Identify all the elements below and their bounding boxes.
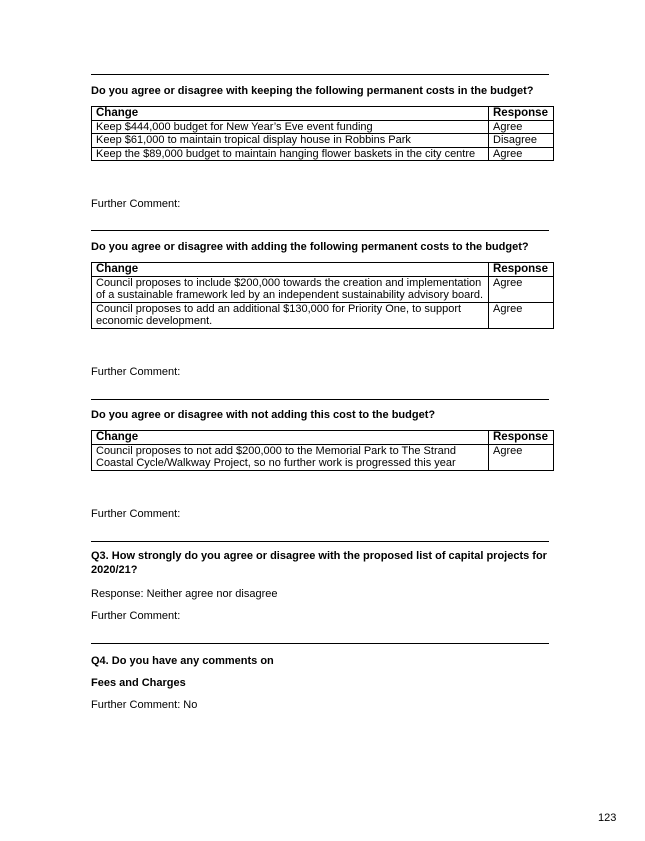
further-comment-label: Further Comment: No bbox=[91, 699, 198, 711]
column-header-change: Change bbox=[92, 107, 489, 121]
page-number: 123 bbox=[598, 812, 617, 824]
section-divider bbox=[91, 399, 549, 400]
table-header-row bbox=[92, 431, 554, 445]
change-cell: Keep the $89,000 budget to maintain hanging flower baskets in the city centre bbox=[92, 147, 489, 161]
column-header-change: Change bbox=[92, 431, 489, 445]
change-cell: Keep $444,000 budget for New Year’s Eve event funding bbox=[92, 120, 489, 134]
q4-heading: Q4. Do you have any comments on bbox=[91, 655, 274, 667]
table-row bbox=[92, 444, 554, 470]
response-cell: Agree bbox=[489, 120, 554, 134]
response-cell: Disagree bbox=[489, 134, 554, 148]
section-divider bbox=[91, 230, 549, 231]
table-row bbox=[92, 134, 554, 148]
q3-response: Response: Neither agree nor disagree bbox=[91, 588, 278, 600]
change-cell: Council proposes to add an additional $130,000 for Priority One, to support economic development. bbox=[92, 302, 489, 328]
column-header-response: Response bbox=[489, 107, 554, 121]
column-header-change: Change bbox=[92, 263, 489, 277]
response-cell: Agree bbox=[489, 276, 554, 302]
table-row bbox=[92, 302, 554, 328]
change-cell: Council proposes to include $200,000 towards the creation and implementation of a sustainable framework led by an independent sustainability advisory board. bbox=[92, 276, 489, 302]
change-cell: Keep $61,000 to maintain tropical display house in Robbins Park bbox=[92, 134, 489, 148]
section-divider bbox=[91, 74, 549, 75]
q4-subheading: Fees and Charges bbox=[91, 677, 186, 689]
costs-table-keep bbox=[91, 106, 554, 161]
further-comment-label: Further Comment: bbox=[91, 198, 181, 210]
table-header-row bbox=[92, 107, 554, 121]
costs-table-not-add bbox=[91, 430, 554, 471]
response-cell: Agree bbox=[489, 302, 554, 328]
response-cell: Agree bbox=[489, 444, 554, 470]
q3-heading: Q3. How strongly do you agree or disagree with the proposed list of capital projects for 2020/21? bbox=[91, 550, 547, 576]
column-header-response: Response bbox=[489, 263, 554, 277]
table-row bbox=[92, 120, 554, 134]
further-comment-label: Further Comment: bbox=[91, 508, 181, 520]
question-heading: Do you agree or disagree with keeping the following permanent costs in the budget? bbox=[91, 85, 534, 97]
table-row bbox=[92, 147, 554, 161]
table-row bbox=[92, 276, 554, 302]
section-divider bbox=[91, 643, 549, 644]
column-header-response: Response bbox=[489, 431, 554, 445]
question-heading: Do you agree or disagree with adding the following permanent costs to the budget? bbox=[91, 241, 529, 253]
question-heading: Do you agree or disagree with not adding this cost to the budget? bbox=[91, 409, 436, 421]
section-divider bbox=[91, 541, 549, 542]
costs-table-add bbox=[91, 262, 554, 329]
table-header-row bbox=[92, 263, 554, 277]
further-comment-label: Further Comment: bbox=[91, 366, 181, 378]
change-cell: Council proposes to not add $200,000 to the Memorial Park to The Strand Coastal Cycle/Walkway Project, so no further work is progressed this year bbox=[92, 444, 489, 470]
further-comment-label: Further Comment: bbox=[91, 610, 181, 622]
response-cell: Agree bbox=[489, 147, 554, 161]
